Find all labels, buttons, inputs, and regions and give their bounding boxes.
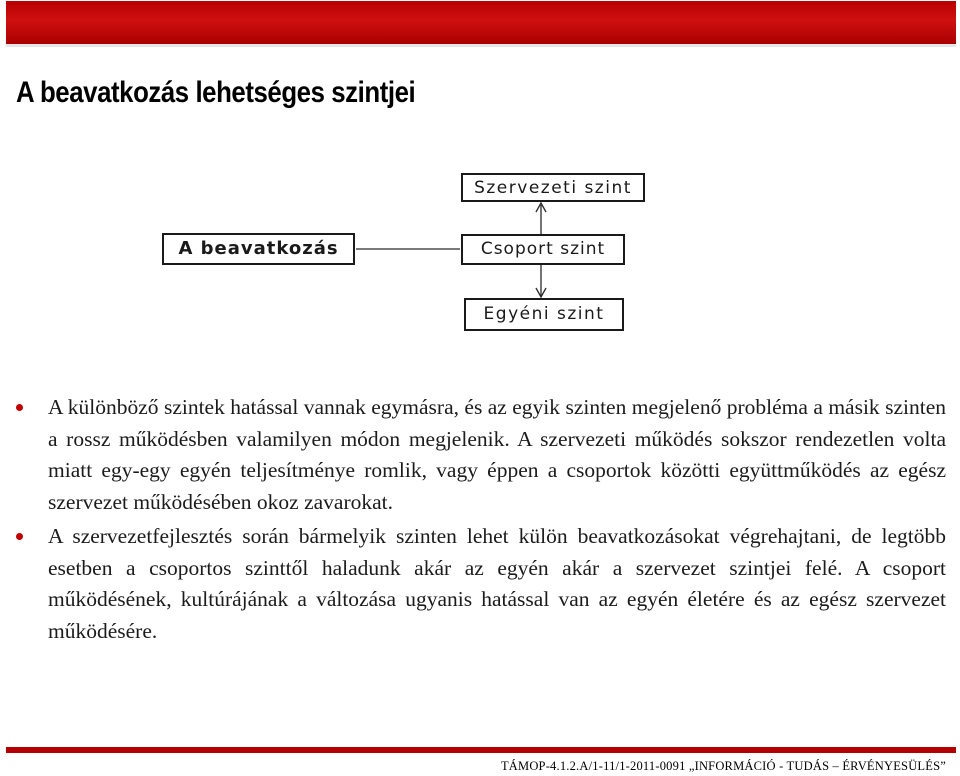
bullet-icon (16, 533, 23, 540)
slide-title: A beavatkozás lehetséges szintjei (16, 76, 416, 109)
intervention-box: A beavatkozás (162, 233, 355, 265)
bullet-icon (16, 404, 23, 411)
individual-level-box: Egyéni szint (464, 298, 624, 331)
bullet-text: A szervezetfejlesztés során bármelyik szinten lehet külön beavatkozásokat végrehajtani, de legtöbb esetben a csoportos szinttől haladunk akár az egyén akár a szervezet szintjei felé. A csoport működésének, kultúrájának a változása ugyanis hatással van az egyén életére és az egész szervezet működésére. (48, 524, 946, 643)
bullet-text: A különböző szintek hatással vannak egymásra, és az egyik szinten megjelenő probléma a másik szinten a rossz működésben valamilyen módon megjelenik. A szervezeti működés sokszor rendezetlen volta miatt egy-egy egyén teljesítménye romlik, vagy éppen a csoportok közötti együttműködés az egész szervezet működésében okoz zavarokat. (48, 395, 946, 514)
bullet-list (14, 392, 946, 650)
bullet-item (14, 521, 946, 647)
organizational-level-box: Szervezeti szint (461, 173, 645, 202)
footer-bar (6, 747, 956, 753)
group-level-box: Csoport szint (461, 234, 625, 265)
bullet-item (14, 392, 946, 518)
footer-project-id: TÁMOP-4.1.2.A/1-11/1-2011-0091 „INFORMÁCIÓ - TUDÁS – ÉRVÉNYESÜLÉS” (500, 759, 946, 773)
